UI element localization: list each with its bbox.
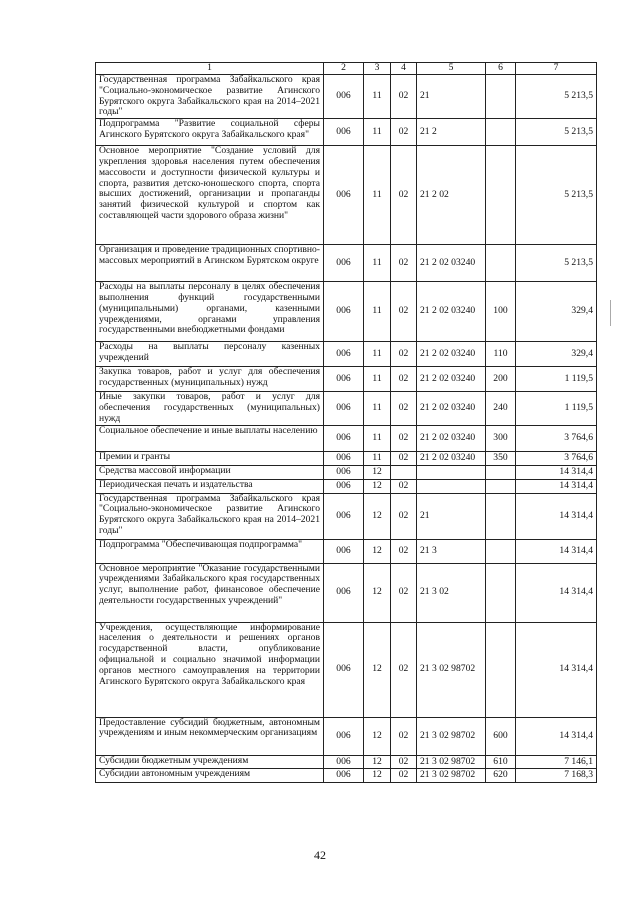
row-col3-cell: 11 [364, 426, 391, 452]
row-name-cell: Государственная программа Забайкальского края "Социально-экономическое развитие Агинского Бурятского округа Забайкальского края на 2014–2021 годы" [96, 75, 324, 119]
row-name-cell: Средства массовой информации [96, 465, 324, 479]
table-row [96, 622, 597, 717]
row-col2-cell: 006 [324, 392, 364, 426]
row-col2-cell: 006 [324, 426, 364, 452]
row-col2-cell: 006 [324, 539, 364, 563]
row-amount-cell: 14 314,4 [516, 622, 597, 717]
row-col3-cell: 12 [364, 539, 391, 563]
row-col6-cell: 110 [486, 342, 516, 367]
row-col4-cell: 02 [391, 563, 417, 622]
row-col6-cell: 100 [486, 282, 516, 342]
row-amount-cell: 7 168,3 [516, 769, 597, 783]
row-col3-cell: 11 [364, 146, 391, 245]
margin-mark [610, 300, 611, 326]
row-col4-cell: 02 [391, 146, 417, 245]
row-name-cell: Закупка товаров, работ и услуг для обеспечения государственных (муниципальных) нужд [96, 367, 324, 392]
row-code-cell: 21 2 02 03240 [417, 367, 486, 392]
row-col3-cell: 12 [364, 563, 391, 622]
row-amount-cell: 14 314,4 [516, 563, 597, 622]
row-code-cell [417, 479, 486, 493]
row-col2-cell: 006 [324, 622, 364, 717]
row-code-cell: 21 3 02 98702 [417, 622, 486, 717]
row-col6-cell: 300 [486, 426, 516, 452]
table-row [96, 769, 597, 783]
row-code-cell: 21 2 02 03240 [417, 452, 486, 466]
table-row [96, 392, 597, 426]
row-col6-cell [486, 479, 516, 493]
row-col3-cell: 11 [364, 75, 391, 119]
row-amount-cell: 14 314,4 [516, 479, 597, 493]
row-name-cell: Государственная программа Забайкальского края "Социально-экономическое развитие Агинского Бурятского округа Забайкальского края на 2014–2021 годы" [96, 493, 324, 539]
row-col2-cell: 006 [324, 342, 364, 367]
row-col4-cell: 02 [391, 493, 417, 539]
table-row [96, 493, 597, 539]
row-name-cell: Расходы на выплаты персоналу казенных учреждений [96, 342, 324, 367]
row-col6-cell [486, 622, 516, 717]
row-name-cell: Премии и гранты [96, 452, 324, 466]
row-col3-cell: 12 [364, 769, 391, 783]
row-col2-cell: 006 [324, 479, 364, 493]
row-col3-cell: 12 [364, 717, 391, 755]
row-code-cell: 21 2 02 [417, 146, 486, 245]
row-col6-cell: 240 [486, 392, 516, 426]
row-col3-cell: 12 [364, 755, 391, 769]
row-col4-cell: 02 [391, 452, 417, 466]
row-col3-cell: 11 [364, 282, 391, 342]
row-col3-cell: 11 [364, 452, 391, 466]
row-code-cell: 21 3 [417, 539, 486, 563]
row-col3-cell: 11 [364, 119, 391, 146]
row-col3-cell: 11 [364, 367, 391, 392]
header-cell: 5 [417, 63, 486, 75]
row-code-cell: 21 2 [417, 119, 486, 146]
row-col6-cell [486, 119, 516, 146]
row-col6-cell: 620 [486, 769, 516, 783]
row-col6-cell [486, 245, 516, 282]
row-amount-cell: 5 213,5 [516, 146, 597, 245]
row-col2-cell: 006 [324, 563, 364, 622]
row-col4-cell: 02 [391, 426, 417, 452]
row-col6-cell [486, 465, 516, 479]
row-code-cell: 21 [417, 493, 486, 539]
table-row [96, 75, 597, 119]
row-code-cell: 21 2 02 03240 [417, 392, 486, 426]
row-col4-cell: 02 [391, 717, 417, 755]
row-name-cell: Расходы на выплаты персоналу в целях обеспечения выполнения функций государственными (муниципальными) органами, казенными учреждениями, органами управления государственными внебюджетными фондами [96, 282, 324, 342]
row-amount-cell: 14 314,4 [516, 717, 597, 755]
budget-table [95, 62, 597, 783]
row-col4-cell: 02 [391, 342, 417, 367]
table-row [96, 465, 597, 479]
table-row [96, 119, 597, 146]
row-name-cell: Подпрограмма "Развитие социальной сферы Агинского Бурятского округа Забайкальского края" [96, 119, 324, 146]
header-cell: 7 [516, 63, 597, 75]
row-code-cell: 21 2 02 03240 [417, 426, 486, 452]
row-col4-cell: 02 [391, 755, 417, 769]
row-amount-cell: 3 764,6 [516, 426, 597, 452]
row-amount-cell: 14 314,4 [516, 539, 597, 563]
row-name-cell: Иные закупки товаров, работ и услуг для обеспечения государственных (муниципальных) нужд [96, 392, 324, 426]
row-col6-cell [486, 563, 516, 622]
row-amount-cell: 1 119,5 [516, 367, 597, 392]
row-col6-cell: 610 [486, 755, 516, 769]
table-row [96, 452, 597, 466]
page-number: 42 [314, 848, 326, 862]
table-row [96, 282, 597, 342]
table-row [96, 146, 597, 245]
table-row [96, 342, 597, 367]
row-col3-cell: 11 [364, 342, 391, 367]
row-col3-cell: 12 [364, 493, 391, 539]
row-col4-cell: 02 [391, 539, 417, 563]
row-amount-cell: 1 119,5 [516, 392, 597, 426]
row-name-cell: Социальное обеспечение и иные выплаты населению [96, 426, 324, 452]
row-col4-cell: 02 [391, 119, 417, 146]
row-col4-cell: 02 [391, 479, 417, 493]
header-cell: 3 [364, 63, 391, 75]
row-col2-cell: 006 [324, 465, 364, 479]
row-col4-cell: 02 [391, 245, 417, 282]
row-amount-cell: 3 764,6 [516, 452, 597, 466]
row-code-cell: 21 [417, 75, 486, 119]
row-code-cell: 21 2 02 03240 [417, 245, 486, 282]
row-col6-cell [486, 539, 516, 563]
table-header-row [96, 63, 597, 75]
row-col3-cell: 11 [364, 392, 391, 426]
row-col3-cell: 12 [364, 479, 391, 493]
row-name-cell: Субсидии бюджетным учреждениям [96, 755, 324, 769]
header-cell: 2 [324, 63, 364, 75]
row-col6-cell: 200 [486, 367, 516, 392]
row-col3-cell: 12 [364, 622, 391, 717]
row-col3-cell: 12 [364, 465, 391, 479]
table-row [96, 539, 597, 563]
row-col4-cell: 02 [391, 282, 417, 342]
row-name-cell: Учреждения, осуществляющие информирование населения о деятельности и решениях органов государственной власти, опубликование официальной и социально значимой информации органов местного самоуправления на территории Агинского Бурятского округа Забайкальского края [96, 622, 324, 717]
header-cell: 6 [486, 63, 516, 75]
row-amount-cell: 5 213,5 [516, 245, 597, 282]
row-amount-cell: 5 213,5 [516, 75, 597, 119]
row-name-cell: Периодическая печать и издательства [96, 479, 324, 493]
row-code-cell [417, 465, 486, 479]
row-col2-cell: 006 [324, 769, 364, 783]
row-col4-cell: 02 [391, 75, 417, 119]
row-amount-cell: 5 213,5 [516, 119, 597, 146]
row-col2-cell: 006 [324, 119, 364, 146]
row-col4-cell: 02 [391, 769, 417, 783]
row-col2-cell: 006 [324, 245, 364, 282]
row-col2-cell: 006 [324, 717, 364, 755]
table-row [96, 245, 597, 282]
table-row [96, 717, 597, 755]
row-col2-cell: 006 [324, 493, 364, 539]
table-row [96, 755, 597, 769]
header-cell: 4 [391, 63, 417, 75]
row-name-cell: Основное мероприятие "Создание условий для укрепления здоровья населения путем обеспечения массовости и доступности физической культуры и спорта, развития детско-юношеского спорта, спорта высших достижений, организации и пропаганды занятий физической культурой и спортом как составляющей части здорового образа жизни" [96, 146, 324, 245]
row-col6-cell [486, 493, 516, 539]
table-row [96, 426, 597, 452]
table-row [96, 563, 597, 622]
row-amount-cell: 14 314,4 [516, 465, 597, 479]
row-name-cell: Организация и проведение традиционных спортивно-массовых мероприятий в Агинском Бурятском округе [96, 245, 324, 282]
row-name-cell: Субсидии автономным учреждениям [96, 769, 324, 783]
row-col6-cell [486, 75, 516, 119]
row-code-cell: 21 3 02 98702 [417, 717, 486, 755]
row-col2-cell: 006 [324, 75, 364, 119]
row-amount-cell: 7 146,1 [516, 755, 597, 769]
row-name-cell: Основное мероприятие "Оказание государственными учреждениями Забайкальского края государственных услуг, выполнение работ, финансовое обеспечение деятельности государственных учреждений" [96, 563, 324, 622]
row-col2-cell: 006 [324, 755, 364, 769]
row-col6-cell: 600 [486, 717, 516, 755]
row-col6-cell: 350 [486, 452, 516, 466]
row-col2-cell: 006 [324, 146, 364, 245]
row-col2-cell: 006 [324, 367, 364, 392]
row-amount-cell: 329,4 [516, 342, 597, 367]
row-code-cell: 21 3 02 98702 [417, 769, 486, 783]
header-cell: 1 [96, 63, 324, 75]
row-amount-cell: 329,4 [516, 282, 597, 342]
row-col4-cell: 02 [391, 392, 417, 426]
table-row [96, 479, 597, 493]
row-col2-cell: 006 [324, 282, 364, 342]
row-name-cell: Предоставление субсидий бюджетным, автономным учреждениям и иным некоммерческим организациям [96, 717, 324, 755]
row-amount-cell: 14 314,4 [516, 493, 597, 539]
row-col4-cell: 02 [391, 367, 417, 392]
row-col4-cell [391, 465, 417, 479]
row-code-cell: 21 2 02 03240 [417, 342, 486, 367]
row-name-cell: Подпрограмма "Обеспечивающая подпрограмма" [96, 539, 324, 563]
table-row [96, 367, 597, 392]
row-col2-cell: 006 [324, 452, 364, 466]
row-col3-cell: 11 [364, 245, 391, 282]
row-code-cell: 21 3 02 [417, 563, 486, 622]
row-col4-cell: 02 [391, 622, 417, 717]
row-col6-cell [486, 146, 516, 245]
row-code-cell: 21 2 02 03240 [417, 282, 486, 342]
row-code-cell: 21 3 02 98702 [417, 755, 486, 769]
